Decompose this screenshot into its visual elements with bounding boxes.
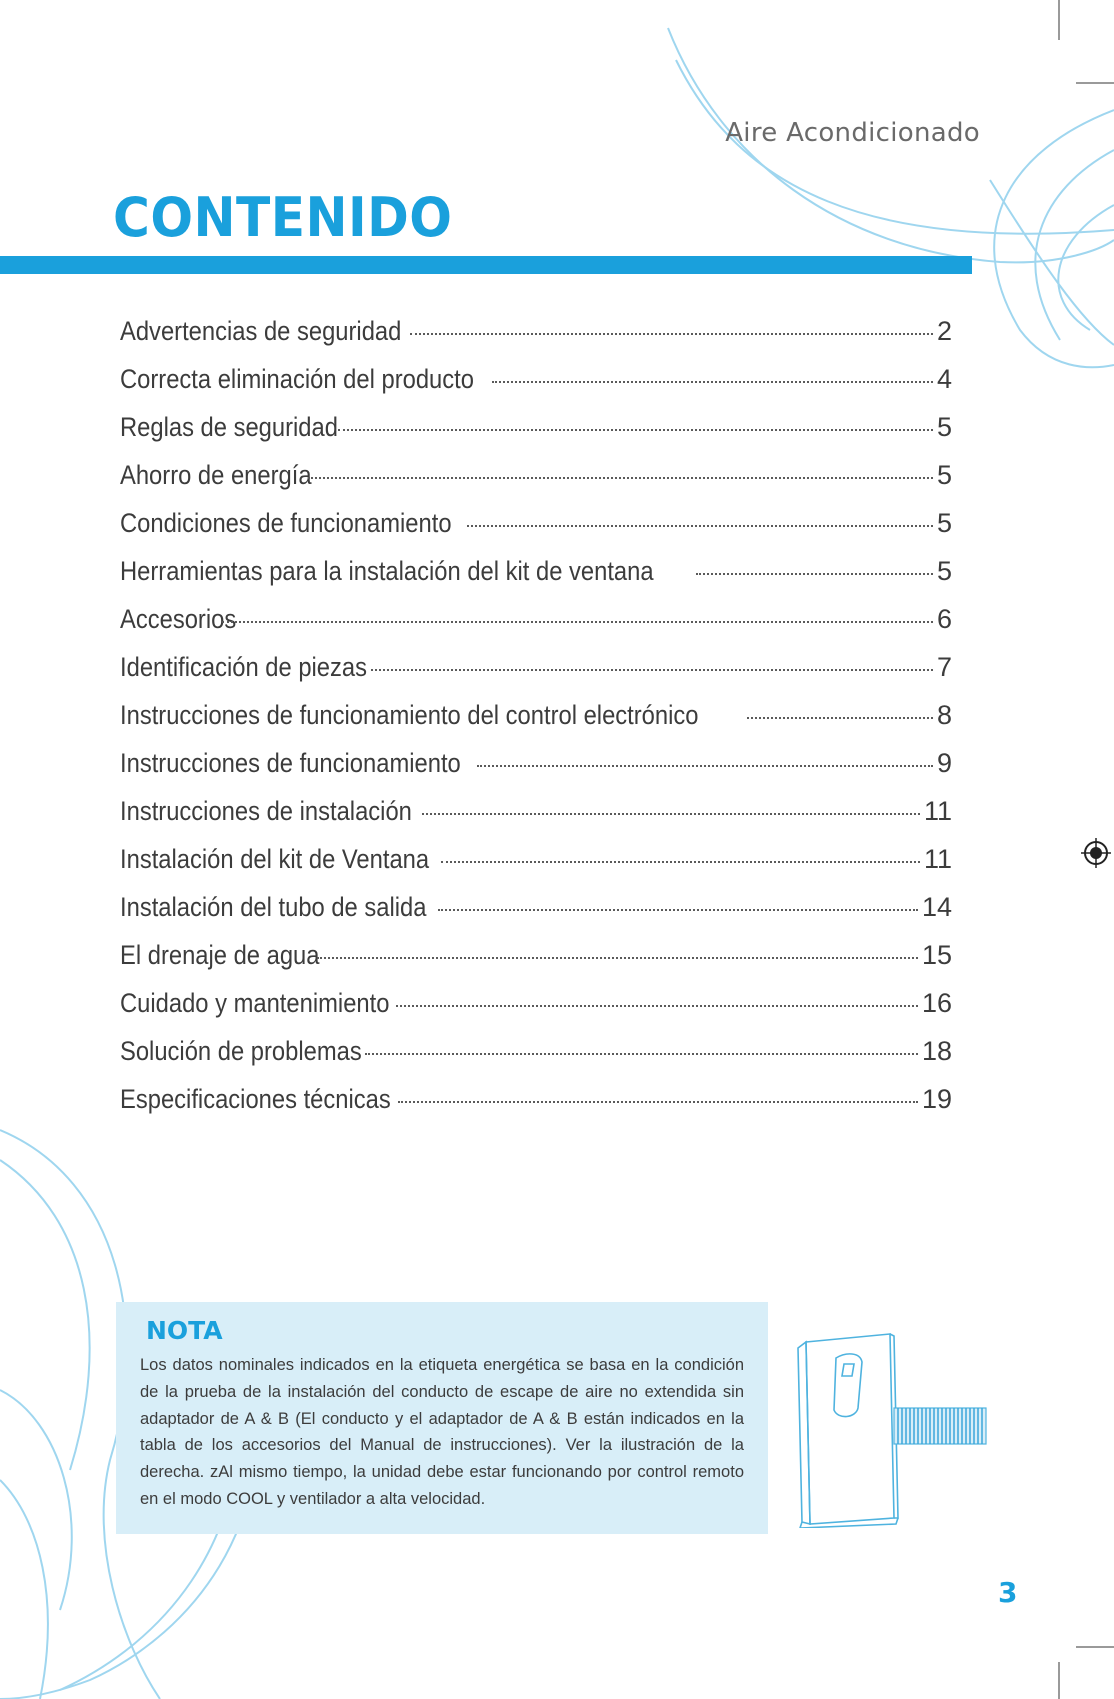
note-text: Los datos nominales indicados en la etiqueta energética se basa en la condición de la prueba de la instalación del conducto de escape de aire no extendida sin adaptador de A & B (El conducto y el adaptador de A & B están indicados en la tabla de los accesorios del Manual de instrucciones). Ver la ilustración de la derecha. zAl mismo tiempo, la unidad debe estar funcionando por control remoto en el modo COOL y ventilador a alta velocidad. (140, 1356, 744, 1508)
toc-entry-label: Instalación del tubo de salida (120, 892, 427, 922)
toc-leader-dots (222, 620, 933, 623)
toc-entry-page: 19 (921, 1084, 952, 1114)
toc-entry-page: 5 (936, 460, 952, 490)
note-box (116, 1302, 768, 1534)
toc-entry-page: 16 (921, 988, 952, 1018)
toc-leader-dots (396, 1004, 918, 1007)
toc-leader-dots (422, 812, 920, 815)
toc-entry-page: 5 (936, 508, 952, 538)
toc-entry-label: Condiciones de funcionamiento (120, 508, 452, 538)
toc-entry[interactable] (120, 892, 952, 940)
document-header-title: Aire Acondicionado (725, 118, 980, 148)
toc-entry-page: 5 (936, 412, 952, 442)
toc-entry-page: 7 (936, 652, 952, 682)
toc-leader-dots (398, 1100, 918, 1103)
toc-entry-page: 4 (936, 364, 952, 394)
toc-entry-label: Instrucciones de funcionamiento (120, 748, 461, 778)
toc-entry-page: 11 (923, 844, 952, 874)
toc-entry[interactable] (120, 700, 952, 748)
toc-entry[interactable] (120, 748, 952, 796)
toc-entry[interactable] (120, 364, 952, 412)
air-conditioner-illustration (786, 1328, 996, 1528)
toc-entry-page: 5 (936, 556, 952, 586)
toc-entry[interactable] (120, 508, 952, 556)
toc-entry[interactable] (120, 460, 952, 508)
toc-entry-page: 9 (936, 748, 952, 778)
page-number: 3 (998, 1576, 1018, 1609)
crop-mark (1058, 1662, 1060, 1699)
toc-entry-label: Solución de problemas (120, 1036, 362, 1066)
toc-entry-label: Especificaciones técnicas (120, 1084, 391, 1114)
toc-leader-dots (696, 572, 933, 575)
toc-leader-dots (441, 860, 920, 863)
toc-leader-dots (477, 764, 933, 767)
toc-entry-page: 18 (921, 1036, 952, 1066)
toc-entry[interactable] (120, 652, 952, 700)
toc-entry[interactable] (120, 412, 952, 460)
toc-leader-dots (308, 476, 933, 479)
toc-entry-label: Herramientas para la instalación del kit de ventana (120, 556, 654, 586)
toc-leader-dots (492, 380, 933, 383)
toc-entry[interactable] (120, 604, 952, 652)
toc-entry[interactable] (120, 844, 952, 892)
toc-entry[interactable] (120, 1084, 952, 1132)
toc-entry-page: 15 (921, 940, 952, 970)
toc-entry-label: El drenaje de agua (120, 940, 320, 970)
crop-mark (1058, 0, 1060, 40)
toc-entry-page: 8 (936, 700, 952, 730)
registration-mark-icon (1081, 838, 1111, 868)
toc-entry[interactable] (120, 556, 952, 604)
toc-entry-page: 2 (936, 316, 952, 346)
toc-leader-dots (747, 716, 933, 719)
toc-leader-dots (338, 428, 933, 431)
toc-leader-dots (365, 1052, 918, 1055)
toc-entry-label: Instrucciones de instalación (120, 796, 412, 826)
toc-entry[interactable] (120, 940, 952, 988)
toc-entry-label: Instalación del kit de Ventana (120, 844, 430, 874)
toc-entry-page: 6 (936, 604, 952, 634)
toc-entry-label: Correcta eliminación del producto (120, 364, 474, 394)
crop-mark (1076, 82, 1114, 84)
toc-leader-dots (467, 524, 933, 527)
crop-mark (1076, 1646, 1114, 1648)
toc-entry-label: Ahorro de energía (120, 460, 312, 490)
toc-leader-dots (371, 668, 933, 671)
toc-entry[interactable] (120, 1036, 952, 1084)
heading-underline-bar (0, 256, 972, 274)
toc-entry-label: Reglas de seguridad (120, 412, 338, 442)
toc-entry-label: Accesorios (120, 604, 237, 634)
toc-leader-dots (438, 908, 918, 911)
table-of-contents (120, 316, 952, 1132)
toc-leader-dots (410, 332, 933, 335)
toc-entry-label: Instrucciones de funcionamiento del control electrónico (120, 700, 699, 730)
toc-entry[interactable] (120, 796, 952, 844)
toc-entry[interactable] (120, 316, 952, 364)
toc-entry-label: Cuidado y mantenimiento (120, 988, 390, 1018)
toc-entry-label: Identificación de piezas (120, 652, 368, 682)
note-title: NOTA (146, 1316, 223, 1345)
toc-entry-label: Advertencias de seguridad (120, 316, 402, 346)
toc-entry[interactable] (120, 988, 952, 1036)
toc-leader-dots (317, 956, 918, 959)
toc-entry-page: 11 (923, 796, 952, 826)
toc-entry-page: 14 (921, 892, 952, 922)
page-title: CONTENIDO (113, 186, 453, 249)
